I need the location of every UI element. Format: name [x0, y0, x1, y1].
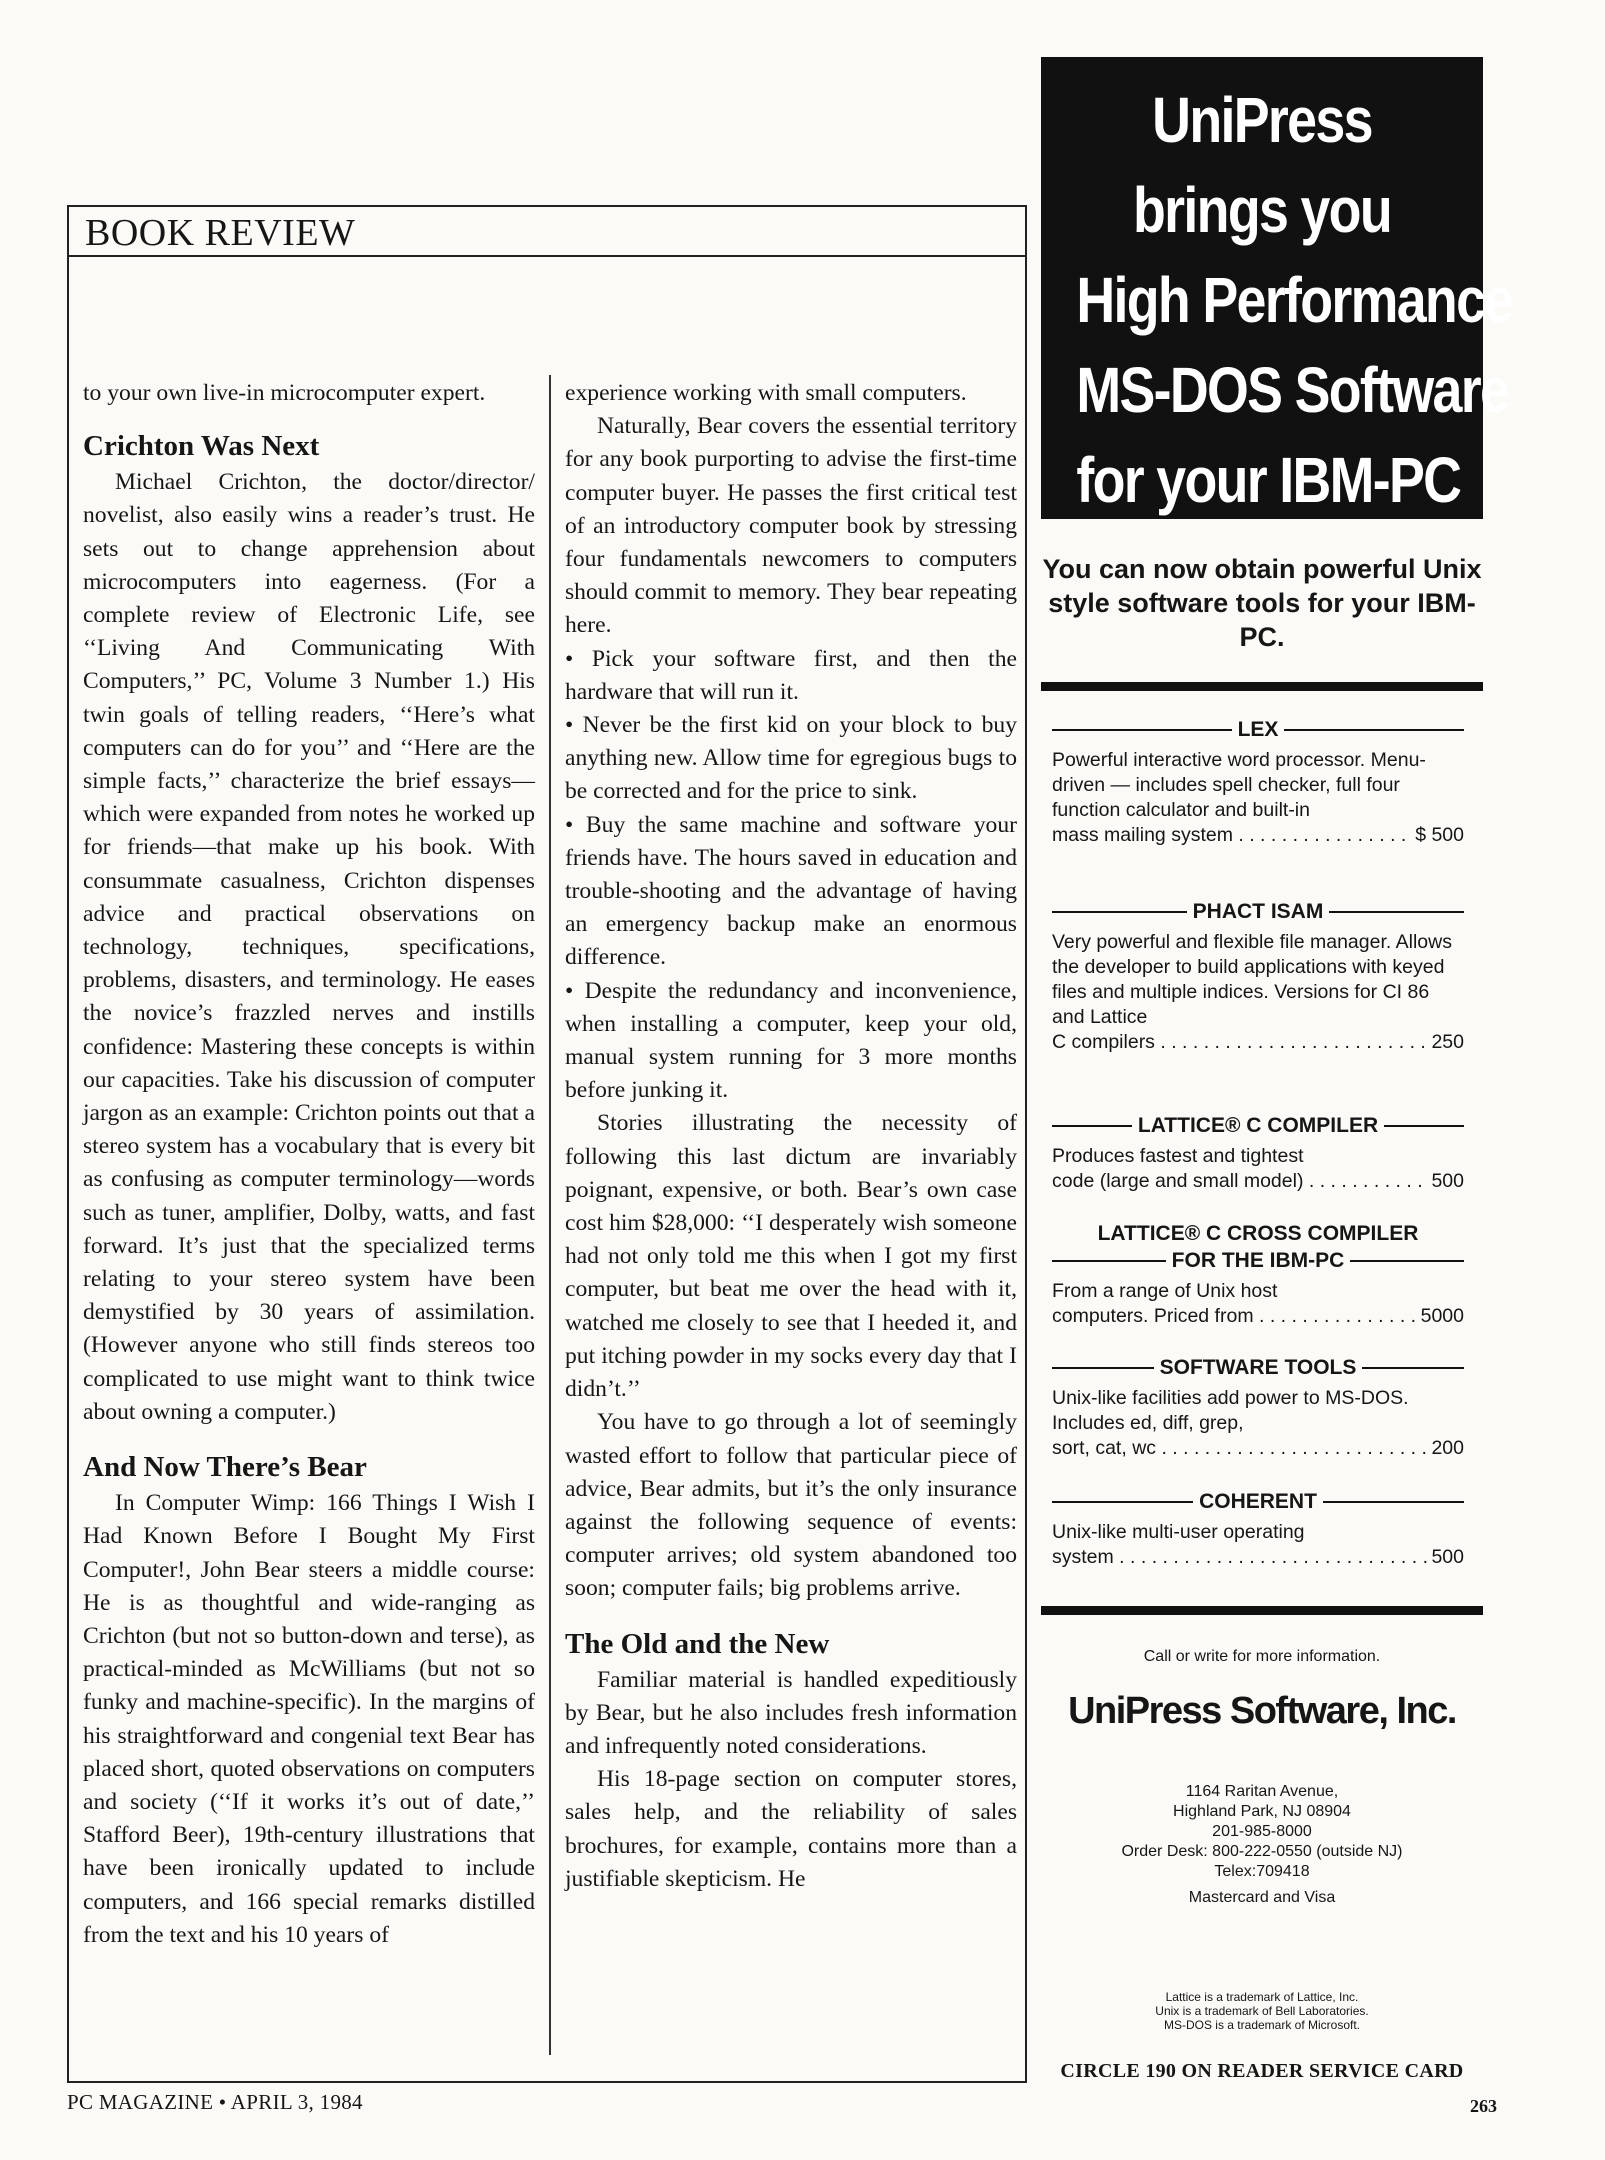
price-leader: code (large and small model) . . .	[1052, 1169, 1427, 1194]
price-leader: system . . .	[1052, 1545, 1427, 1570]
address-line-2: Highland Park, NJ 08904	[1173, 1803, 1351, 1820]
effort-paragraph: You have to go through a lot of seemingly wasted effort to follow that particular piece of advice, Bear admits, but it’s the only insurance against the following sequence of events: computer arrives; old system abandoned too soon; computer fails; big problems arrive.	[565, 1409, 1017, 1602]
product-name: PHACT ISAM	[1192, 900, 1324, 923]
bullet-point-3: • Buy the same machine and software your friends have. The hours saved in education and trouble-shooting and the advantage of having an emergency backup make an enormous difference.	[565, 811, 1017, 971]
product-name: COHERENT	[1199, 1490, 1317, 1513]
price-leader: computers. Priced from . . .	[1052, 1304, 1417, 1329]
product-lattice-cross-compiler	[1052, 1220, 1464, 1329]
ad-subtitle: You can now obtain powerful Unix style software tools for your IBM-PC.	[1042, 554, 1482, 652]
thick-rule-bottom	[1041, 1606, 1483, 1615]
product-software-tools	[1052, 1354, 1464, 1461]
familiar-paragraph: Familiar material is handled expeditiously by Bear, but he also includes fresh information and infrequently noted considerations.	[565, 1666, 1017, 1759]
headline-line-3: High Performance	[1076, 264, 1513, 336]
headline-line-4: MS-DOS Software	[1076, 354, 1509, 426]
headline-line-2: brings you	[1133, 174, 1391, 246]
product-name: SOFTWARE TOOLS	[1159, 1356, 1357, 1379]
thick-rule-top	[1041, 682, 1483, 691]
crichton-paragraph: Michael Crichton, the doctor/director/ novelist, also easily wins a reader’s trust. He sets out to change apprehension about microcomputers into eagerness. (For a complete review of Electronic Life, see ‘‘Living And Communicating With Computers,’’ PC, Volume 3 Number 1.) His twin goals of telling readers, ‘‘Here’s what computers can do for you’’ and ‘‘Here are the simple facts,’’ characterize the brief essays—which were expanded from notes he worked up for friends—that make up his book. With consummate casualness, Crichton dispenses advice and practical observations on technology, techniques, specifications, problems, disasters, and terminology. He eases the novice’s frazzled nerves and instills confidence: Mastering these concepts is within our capacities. Take his discussion of computer jargon as an example: Crichton points out that a stereo system has a vocabulary that is every bit as confusing as computer terminology—words such as tuner, amplifier, Dolby, watts, and fast forward. It’s just that the specialized terms relating to your stereo system have been demystified by 30 years of assimilation. (However anyone who still finds stereos too complicated to use might want to think twice about owning a computer.)	[83, 469, 535, 1425]
magazine-footer: PC MAGAZINE • APRIL 3, 1984	[67, 2090, 363, 2114]
product-name-line-1: LATTICE® C CROSS COMPILER	[1097, 1222, 1419, 1245]
product-price: 5000	[1420, 1305, 1464, 1327]
product-name: LEX	[1237, 718, 1279, 741]
address-payment: Mastercard and Visa	[1188, 1889, 1336, 1906]
product-phact-isam	[1052, 898, 1464, 1055]
bullet-point-2: • Never be the first kid on your block to buy anything new. Allow time for egregious bugs to be corrected and for the price to sink.	[565, 712, 1017, 805]
product-description: Powerful interactive word processor. Menu-driven — includes spell checker, full four function calculator and built-in	[1052, 749, 1426, 821]
page-number: 263	[1470, 2096, 1497, 2116]
product-name: FOR THE IBM-PC	[1171, 1249, 1345, 1272]
section-header	[69, 207, 1025, 257]
column-divider	[549, 375, 551, 2055]
stories-paragraph: Stories illustrating the necessity of following this last dictum are invariably poignant, expensive, or both. Bear’s own case cost him $28,000: ‘‘I desperately wish someone had not only told me this when I got my first computer, but beat me over the head with it, watched me closely to see that I heeded it, and put itching powder in my socks every day that I didn’t.’’	[565, 1110, 1017, 1403]
bear-paragraph: In Computer Wimp: 166 Things I Wish I Had Known Before I Bought My First Computer!, John Bear steers a middle course: He is as thoughtful and wide-ranging as Crichton (but not so button-down and terse), as practical-minded as McWilliams (but not so funky and machine-specific). In the margins of his straightforward and congenial text Bear has placed short, quoted observations on computers and society (‘‘If it works it’s out of date,’’ Stafford Beer), 19th-century illustrations that have been ironically updated to include computers, and 166 special remarks distilled from the text and his 10 years of	[83, 1490, 535, 1948]
heading-old-and-new: The Old and the New	[565, 1627, 830, 1660]
price-leader: C compilers . . .	[1052, 1030, 1427, 1055]
product-price: $ 500	[1415, 824, 1464, 846]
trademark-msdos: MS-DOS is a trademark of Microsoft.	[1163, 2018, 1361, 2032]
right-column	[565, 377, 1017, 1896]
trademark-lattice: Lattice is a trademark of Lattice, Inc.	[1165, 1990, 1359, 2004]
headline-line-1: UniPress	[1152, 84, 1372, 156]
address-order-desk: Order Desk: 800-222-0550 (outside NJ)	[1121, 1843, 1403, 1860]
product-price: 250	[1431, 1031, 1464, 1053]
trademark-notices	[1041, 1990, 1483, 2032]
price-leader: sort, cat, wc . . .	[1052, 1436, 1427, 1461]
bullet-point-4: • Despite the redundancy and inconvenience, when installing a computer, keep your old, manual system running for 3 more months before junking it.	[565, 977, 1017, 1104]
reader-service-card: CIRCLE 190 ON READER SERVICE CARD	[1060, 2060, 1464, 2082]
product-price: 500	[1431, 1170, 1464, 1192]
right-intro-paragraph: experience working with small computers.	[565, 380, 967, 406]
product-description: Unix-like multi-user operating	[1052, 1521, 1305, 1543]
address-line-1: 1164 Raritan Avenue,	[1185, 1783, 1339, 1800]
product-price: 200	[1431, 1437, 1464, 1459]
book-review-box	[67, 205, 1027, 2083]
ad-headline-box	[1041, 57, 1513, 519]
address-telex: Telex:709418	[1214, 1863, 1310, 1880]
product-description: Very powerful and flexible file manager. Allows the developer to build applications with keyed files and multiple indices. Versions for CI 86 and Lattice	[1052, 931, 1452, 1028]
company-address	[1041, 1782, 1483, 1908]
call-to-action: Call or write for more information.	[1143, 1648, 1381, 1665]
price-leader: mass mailing system . . .	[1052, 823, 1411, 848]
trademark-unix: Unix is a trademark of Bell Laboratories.	[1155, 2004, 1369, 2018]
naturally-paragraph: Naturally, Bear covers the essential territory for any book purporting to advise the first-time computer buyer. He passes the first critical test of an introductory computer book by stressing four fundamentals newcomers to computers should commit to memory. They bear repeating here.	[565, 413, 1017, 639]
left-column	[83, 377, 535, 1952]
product-description: From a range of Unix host	[1052, 1280, 1278, 1302]
section-paragraph: His 18-page section on computer stores, sales help, and the reliability of sales brochures, for example, contains more than a justifiable skepticism. He	[565, 1766, 1017, 1892]
heading-bear: And Now There’s Bear	[83, 1451, 367, 1484]
product-price: 500	[1431, 1546, 1464, 1568]
left-intro-paragraph: to your own live-in microcomputer expert.	[83, 380, 486, 406]
product-lattice-c-compiler	[1052, 1112, 1464, 1194]
company-logo-text: UniPress Software, Inc.	[1068, 1690, 1456, 1732]
product-description: Unix-like facilities add power to MS-DOS. Includes ed, diff, grep,	[1052, 1387, 1409, 1434]
address-phone: 201-985-8000	[1212, 1823, 1312, 1840]
product-name: LATTICE® C COMPILER	[1137, 1114, 1379, 1137]
product-coherent	[1052, 1488, 1464, 1570]
headline-line-5: for your IBM-PC	[1076, 444, 1461, 516]
product-lex	[1052, 716, 1464, 848]
product-description: Produces fastest and tightest	[1052, 1145, 1304, 1167]
section-title: BOOK REVIEW	[85, 212, 356, 254]
heading-crichton: Crichton Was Next	[83, 430, 320, 463]
bullet-point-1: • Pick your software first, and then the hardware that will run it.	[565, 645, 1017, 705]
